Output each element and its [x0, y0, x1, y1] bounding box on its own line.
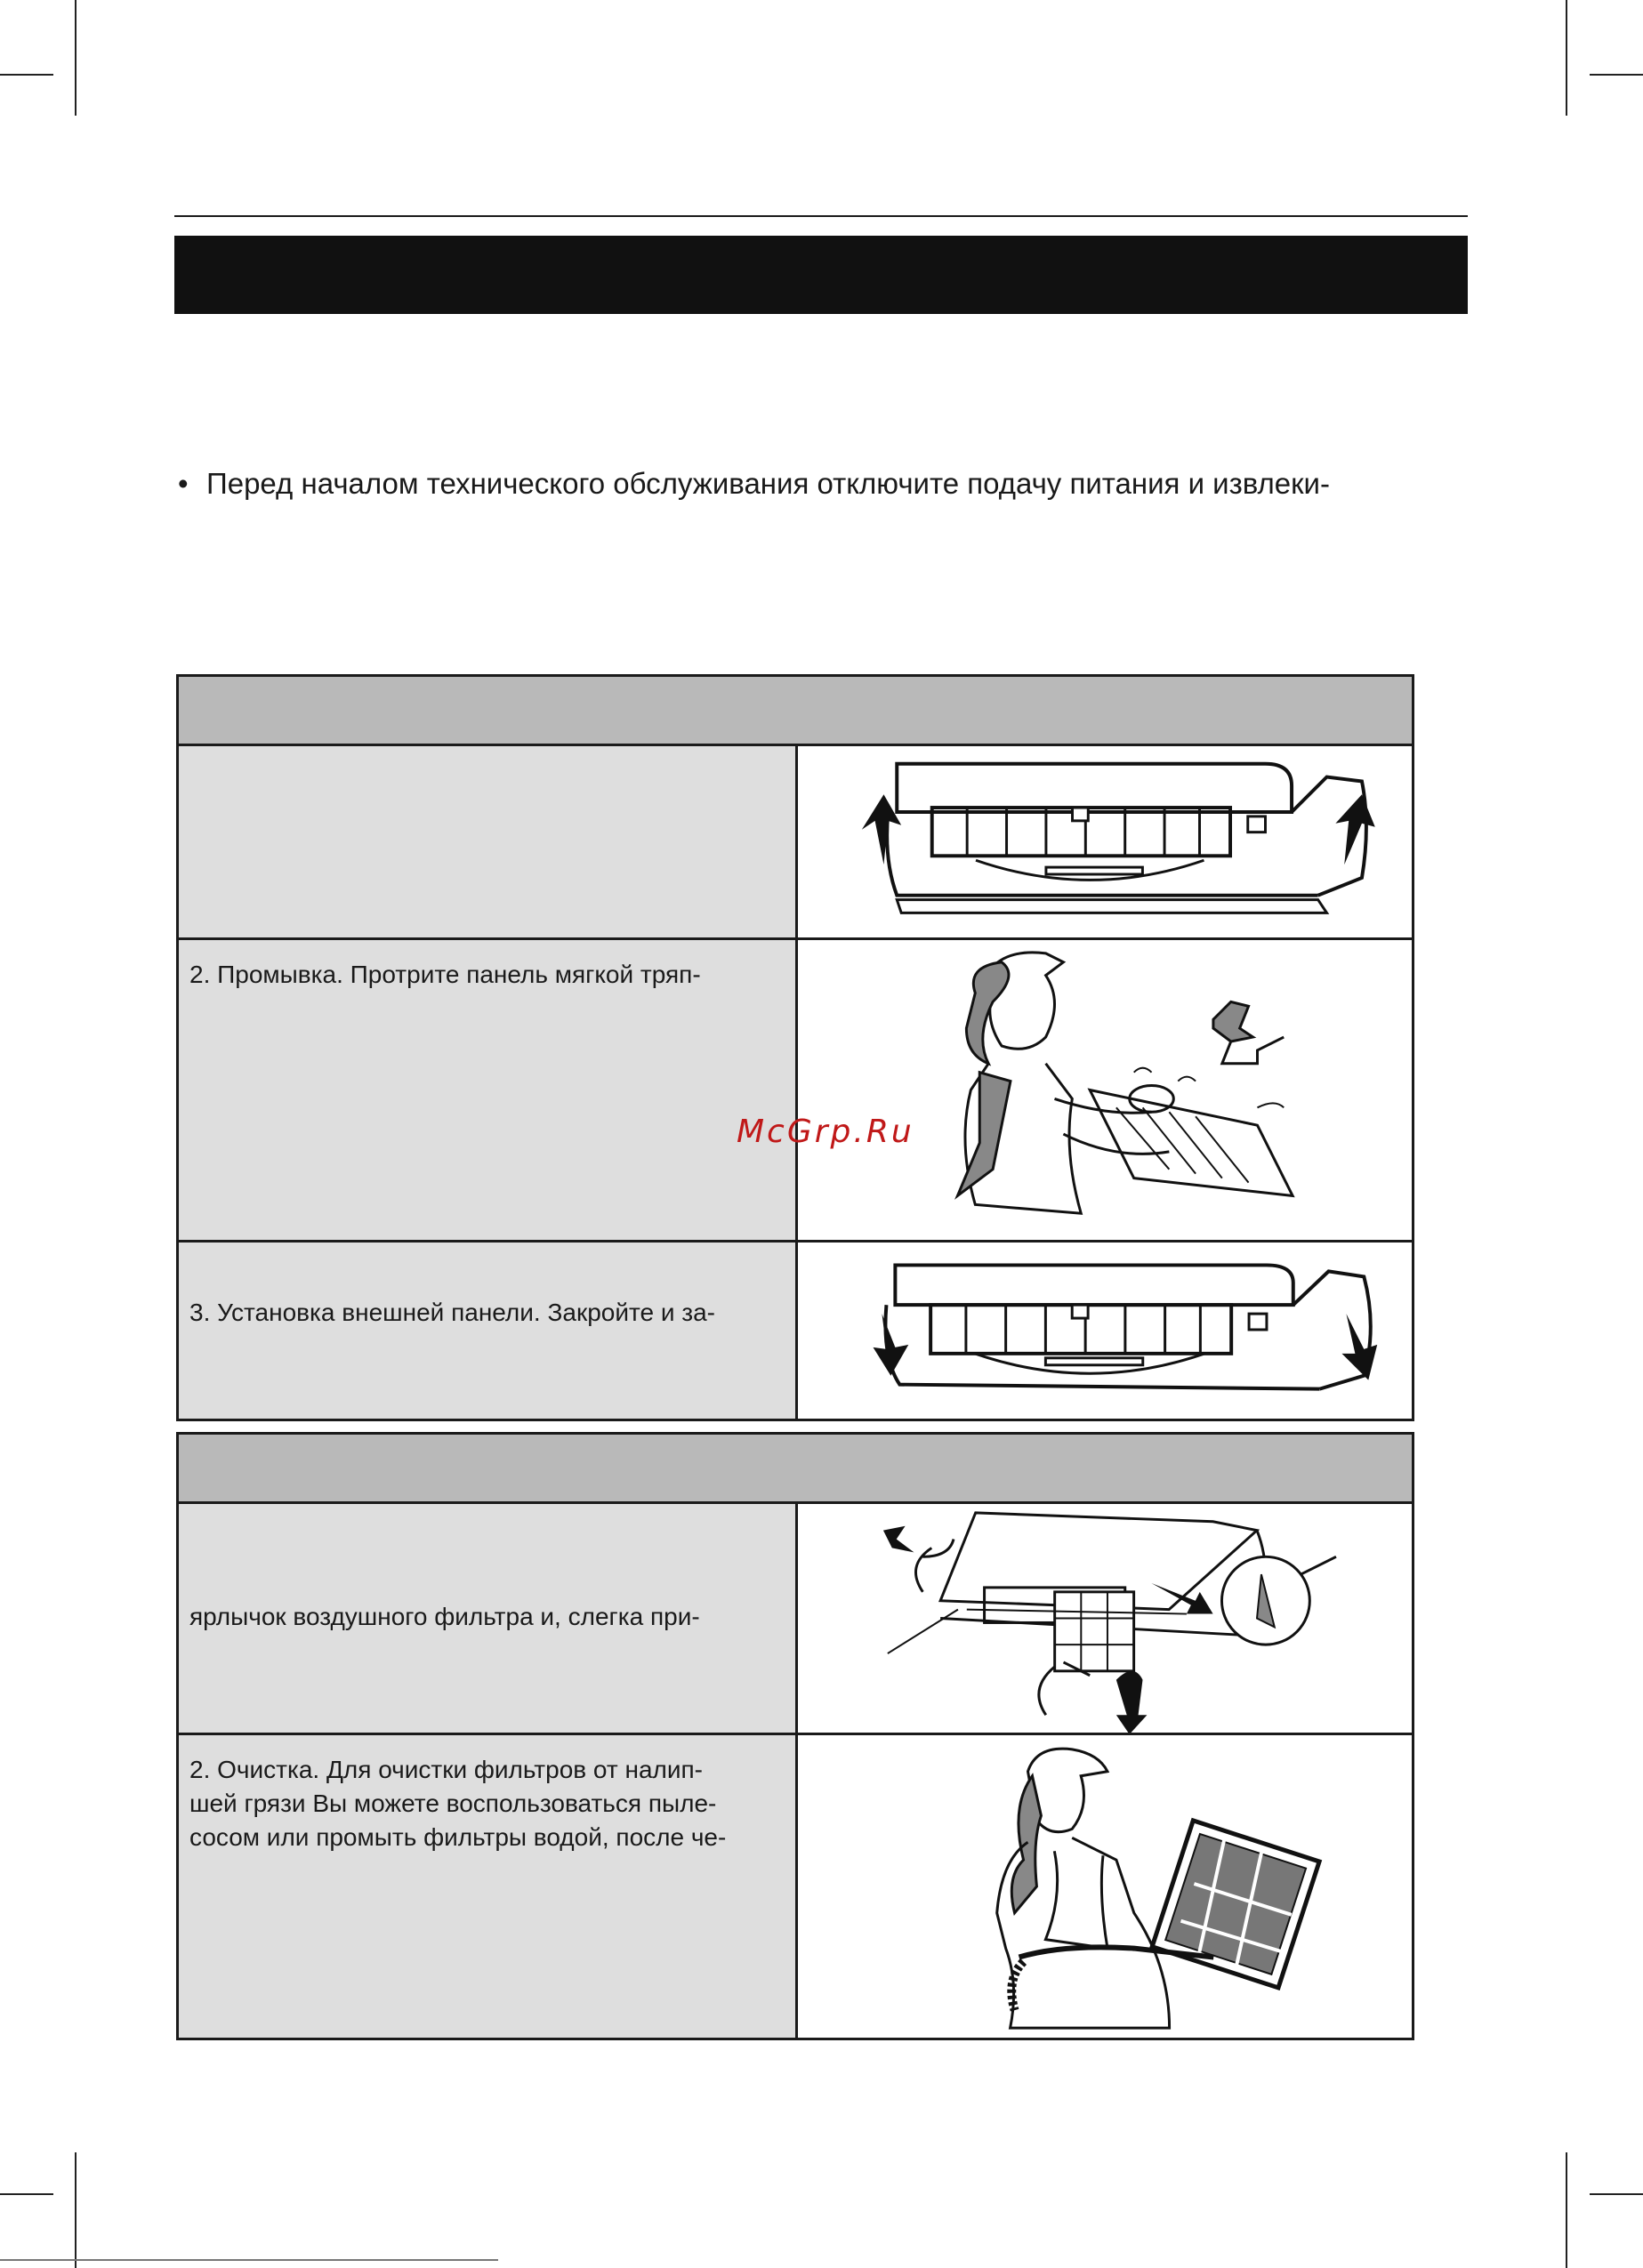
- panel-maintenance-table: [176, 674, 1414, 1421]
- step-text: [179, 746, 798, 937]
- person-washing-panel-icon: [798, 940, 1412, 1240]
- step-text: 2. Очистка. Для очистки фильтров от налип- шей грязи Вы можете воспользоваться пыле- сосом или промыть фильтры водой, после че-: [179, 1735, 798, 2038]
- bullet-symbol: •: [178, 467, 189, 500]
- crop-mark: [0, 74, 53, 76]
- header-rule: [174, 215, 1468, 217]
- table-row: [179, 940, 1412, 1243]
- air-filter-removal-icon: [798, 1504, 1412, 1733]
- table-row: [179, 1243, 1412, 1419]
- air-conditioner-panel-open-icon: [798, 746, 1412, 937]
- crop-mark: [1590, 74, 1643, 76]
- crop-mark: [0, 2193, 53, 2195]
- footer-rule: [0, 2259, 498, 2261]
- watermark: McGrp.Ru: [737, 1114, 914, 1150]
- table-header: [179, 1435, 1412, 1504]
- air-conditioner-panel-close-icon: [798, 1243, 1412, 1419]
- table-row: [179, 1735, 1412, 2038]
- step-text: ярлычок воздушного фильтра и, слегка при-: [179, 1504, 798, 1733]
- section-title-bar: [174, 236, 1468, 314]
- person-vacuuming-filter-icon: [798, 1735, 1412, 2038]
- crop-mark: [1566, 2152, 1567, 2268]
- crop-mark: [75, 2152, 77, 2268]
- step-text: 2. Промывка. Протрите панель мягкой тряп-: [179, 940, 798, 1240]
- crop-mark: [75, 0, 77, 116]
- table-row: [179, 1504, 1412, 1735]
- warning-bullet: [178, 464, 1330, 503]
- bullet-text: Перед началом технического обслуживания отключите подачу питания и извлеки-: [206, 467, 1330, 500]
- table-row: [179, 746, 1412, 940]
- filter-maintenance-table: [176, 1432, 1414, 2040]
- crop-mark: [1566, 0, 1567, 116]
- crop-mark: [1590, 2193, 1643, 2195]
- table-header: [179, 677, 1412, 746]
- step-text: 3. Установка внешней панели. Закройте и за-: [179, 1243, 798, 1419]
